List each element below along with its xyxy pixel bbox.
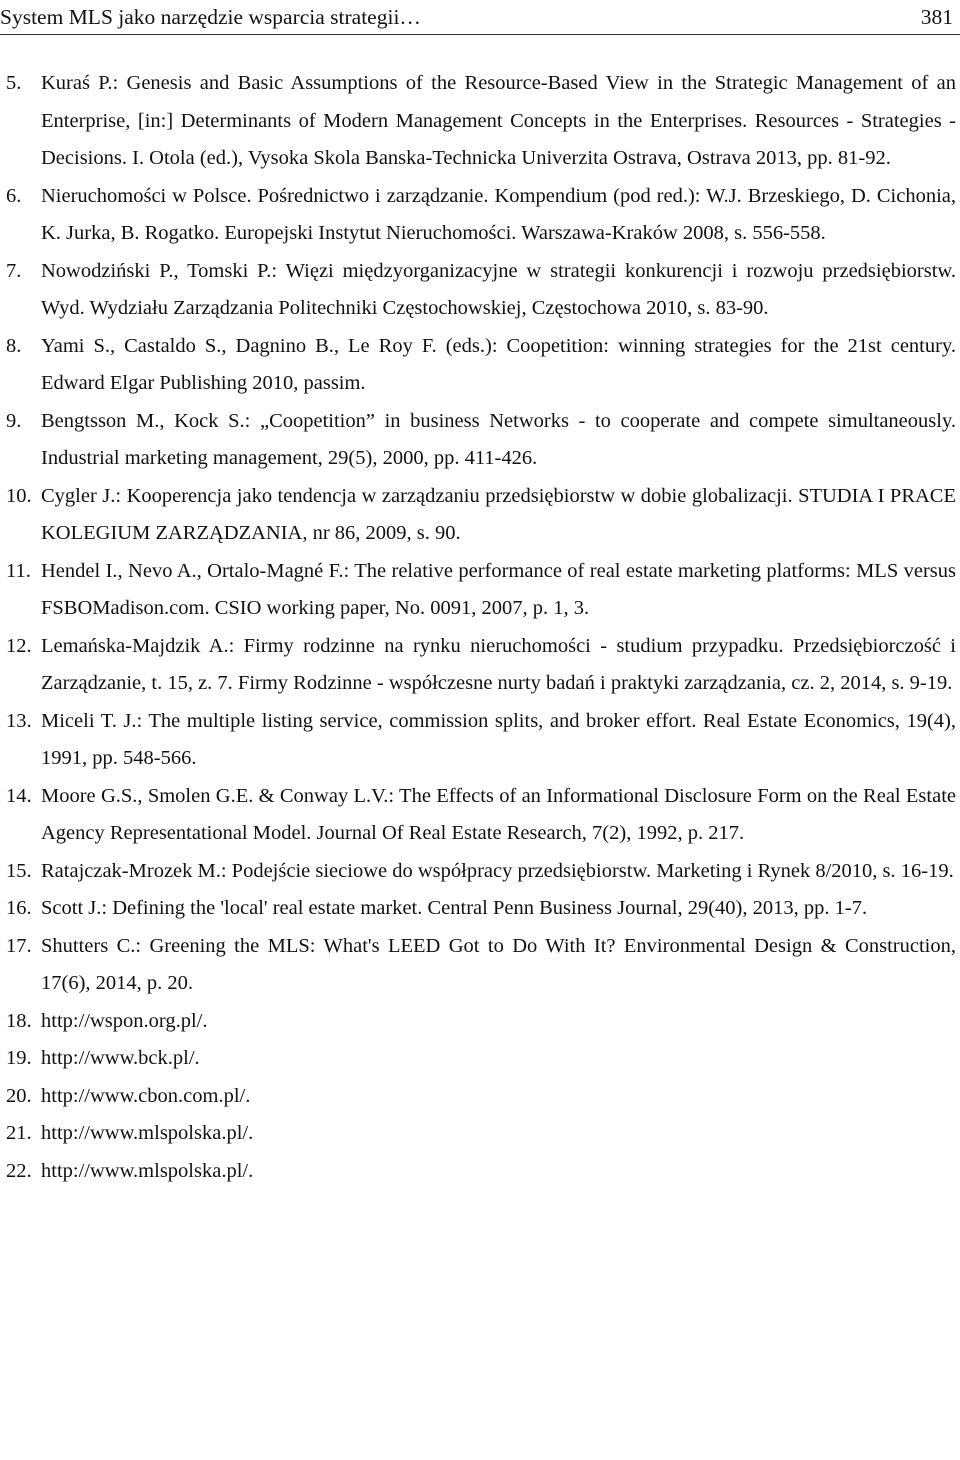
- reference-number: 11.: [6, 559, 31, 582]
- reference-number: 16.: [6, 897, 32, 919]
- reference-item: [0, 478, 960, 553]
- reference-text: Kuraś P.: Genesis and Basic Assumptions of the Resource-Based View in the Strategic Management of an Enterprise, [in:] Determinants of Modern Management Concepts in the Enterprises. Resources - Strategies - Decisions. I. Otola (ed.), Vysoka Skola Banska-Technicka Univerzita Ostrava, Ostrava 2013, pp. 81-92.: [41, 72, 956, 169]
- reference-text: Miceli T. J.: The multiple listing service, commission splits, and broker effort. Real Estate Economics, 19(4), 1991, pp. 548-566.: [41, 709, 956, 769]
- page-number: 381: [920, 5, 953, 29]
- reference-item: [0, 328, 960, 403]
- reference-text: Ratajczak-Mrozek M.: Podejście sieciowe do współpracy przedsiębiorstw. Marketing i Rynek 8/2010, s. 16-19.: [41, 859, 954, 882]
- reference-number: 5.: [6, 72, 22, 94]
- reference-text: Nieruchomości w Polsce. Pośrednictwo i zarządzanie. Kompendium (pod red.): W.J. Brzeskiego, D. Cichonia, K. Jurka, B. Rogatko. Europejski Instytut Nieruchomości. Warszawa-Kraków 2008, s. 556-558.: [41, 184, 956, 244]
- reference-text: Moore G.S., Smolen G.E. & Conway L.V.: The Effects of an Informational Disclosure Form on the Real Estate Agency Representational Model. Journal Of Real Estate Research, 7(2), 1992, p. 217.: [41, 784, 956, 844]
- reference-item: [0, 928, 960, 1003]
- header-rule: [0, 34, 960, 35]
- reference-text: http://www.cbon.com.pl/.: [41, 1084, 251, 1107]
- reference-number: 12.: [6, 634, 32, 657]
- reference-text: http://wspon.org.pl/.: [41, 1009, 208, 1032]
- reference-text: Yami S., Castaldo S., Dagnino B., Le Roy F. (eds.): Coopetition: winning strategies for the 21st century. Edward Elgar Publishing 2010, passim.: [41, 334, 956, 394]
- reference-item: [0, 553, 960, 628]
- running-header: [0, 0, 960, 34]
- reference-item: [0, 178, 960, 253]
- reference-item: [0, 1115, 960, 1153]
- reference-text: http://www.mlspolska.pl/.: [41, 1122, 254, 1144]
- reference-number: 6.: [6, 184, 22, 207]
- running-title: System MLS jako narzędzie wsparcia strategii…: [0, 5, 421, 29]
- reference-text: Scott J.: Defining the 'local' real estate market. Central Penn Business Journal, 29(40), 2013, pp. 1-7.: [41, 897, 868, 919]
- reference-item: [0, 890, 960, 928]
- reference-text: Bengtsson M., Kock S.: „Coopetition” in business Networks - to cooperate and compete simultaneously. Industrial marketing management, 29(5), 2000, pp. 411-426.: [41, 409, 956, 469]
- reference-number: 19.: [6, 1047, 32, 1069]
- reference-number: 20.: [6, 1084, 32, 1107]
- reference-item: [0, 403, 960, 478]
- reference-number: 22.: [6, 1159, 32, 1182]
- reference-text: Lemańska-Majdzik A.: Firmy rodzinne na rynku nieruchomości - studium przypadku. Przedsiębiorczość i Zarządzanie, t. 15, z. 7. Firmy Rodzinne - współczesne nurty badań i praktyki zarządzania, cz. 2, 2014, s. 9-19.: [41, 634, 956, 694]
- reference-item: [0, 853, 960, 891]
- reference-item: [0, 1003, 960, 1041]
- reference-number: 9.: [6, 409, 22, 432]
- reference-item: [0, 1040, 960, 1078]
- reference-item: [0, 703, 960, 778]
- reference-text: http://www.bck.pl/.: [41, 1047, 200, 1069]
- reference-number: 15.: [6, 859, 32, 882]
- reference-item: [0, 65, 960, 178]
- reference-text: http://www.mlspolska.pl/.: [41, 1159, 254, 1182]
- reference-item: [0, 1153, 960, 1191]
- reference-text: Shutters C.: Greening the MLS: What's LEED Got to Do With It? Environmental Design & Construction, 17(6), 2014, p. 20.: [41, 934, 956, 994]
- reference-number: 7.: [6, 259, 22, 282]
- reference-list: [0, 65, 960, 1190]
- reference-number: 13.: [6, 709, 32, 732]
- reference-number: 8.: [6, 334, 22, 357]
- reference-number: 17.: [6, 934, 32, 957]
- reference-number: 18.: [6, 1009, 32, 1032]
- reference-number: 10.: [6, 484, 32, 507]
- reference-text: Cygler J.: Kooperencja jako tendencja w zarządzaniu przedsiębiorstw w dobie globalizacji. STUDIA I PRACE KOLEGIUM ZARZĄDZANIA, nr 86, 2009, s. 90.: [41, 484, 956, 544]
- reference-number: 21.: [6, 1122, 32, 1144]
- reference-text: Hendel I., Nevo A., Ortalo-Magné F.: The relative performance of real estate marketing platforms: MLS versus FSBOMadison.com. CSIO working paper, No. 0091, 2007, p. 1, 3.: [41, 559, 956, 619]
- reference-item: [0, 628, 960, 703]
- reference-item: [0, 253, 960, 328]
- reference-item: [0, 778, 960, 853]
- reference-text: Nowodziński P., Tomski P.: Więzi międzyorganizacyjne w strategii konkurencji i rozwoju przedsiębiorstw. Wyd. Wydziału Zarządzania Politechniki Częstochowskiej, Częstochowa 2010, s. 83-90.: [41, 259, 956, 319]
- reference-number: 14.: [6, 784, 32, 807]
- reference-item: [0, 1078, 960, 1116]
